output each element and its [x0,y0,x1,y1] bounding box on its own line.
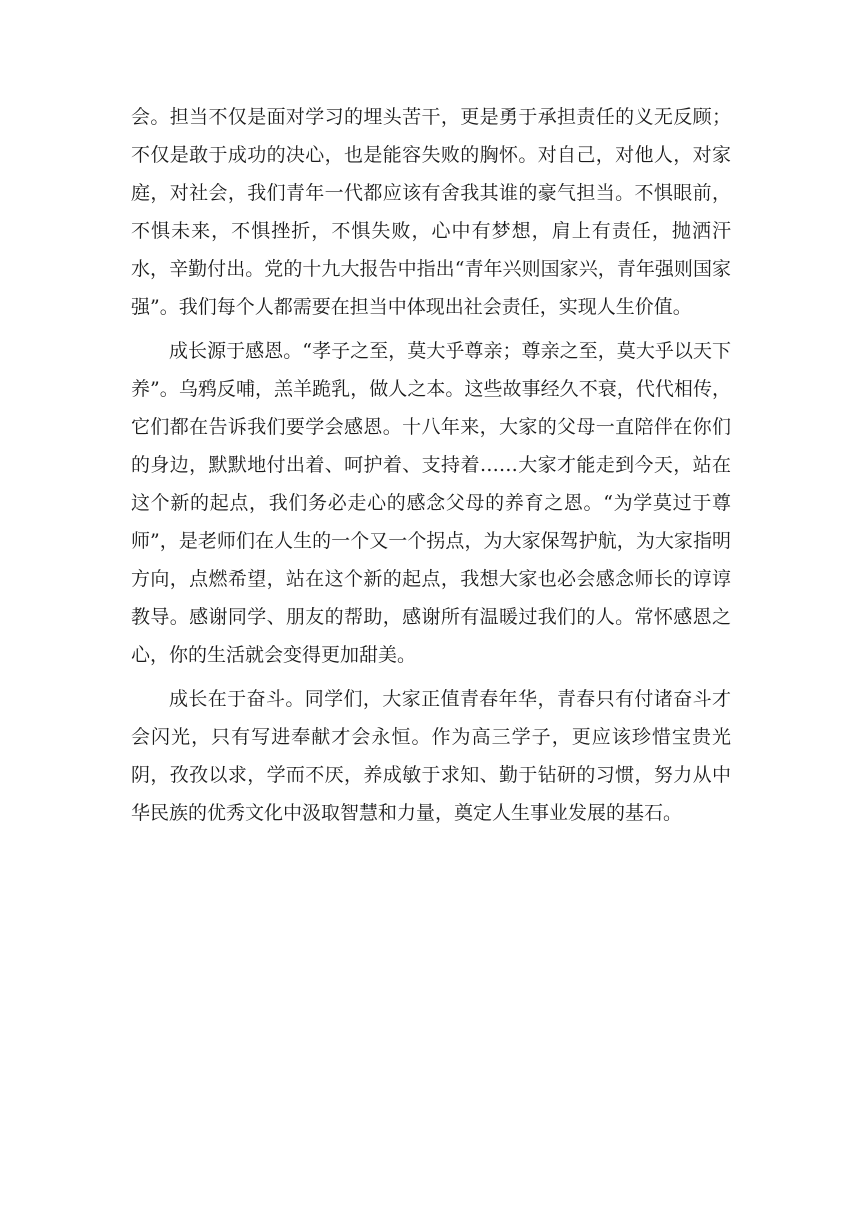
paragraph-striving: 成长在于奋斗。同学们，大家正值青春年华，青春只有付诸奋斗才会闪光，只有写进奉献才会永恒。作为高三学子，更应该珍惜宝贵光阴，孜孜以求，学而不厌，养成敏于求知、勤于钻研的习惯，努力从中华民族的优秀文化中汲取智慧和力量，奠定人生事业发展的基石。 [131,688,731,824]
paragraph-gratitude: 成长源于感恩。“孝子之至，莫大乎尊亲；尊亲之至，莫大乎以天下养”。乌鸦反哺，羔羊跪乳，做人之本。这些故事经久不衰，代代相传，它们都在告诉我们要学会感恩。十八年来，大家的父母一直陪伴在你们的身边，默默地付出着、呵护着、支持着……大家才能走到今天，站在这个新的起点，我们务必走心的感念父母的养育之恩。“为学莫过于尊师”，是老师们在人生的一个又一个拐点，为大家保驾护航，为大家指明方向，点燃希望，站在这个新的起点，我想大家也必会感念师长的谆谆教导。感谢同学、朋友的帮助，感谢所有温暖过我们的人。常怀感恩之心，你的生活就会变得更加甜美。 [131,340,731,666]
document-page [131,98,731,832]
paragraph-responsibility: 会。担当不仅是面对学习的埋头苦干，更是勇于承担责任的义无反顾；不仅是敢于成功的决心，也是能容失败的胸怀。对自己，对他人，对家庭，对社会，我们青年一代都应该有舍我其谁的豪气担当。不惧眼前，不惧未来，不惧挫折，不惧失败，心中有梦想，肩上有责任，抛洒汗水，辛勤付出。党的十九大报告中指出“青年兴则国家兴，青年强则国家强”。我们每个人都需要在担当中体现出社会责任，实现人生价值。 [131,106,731,318]
